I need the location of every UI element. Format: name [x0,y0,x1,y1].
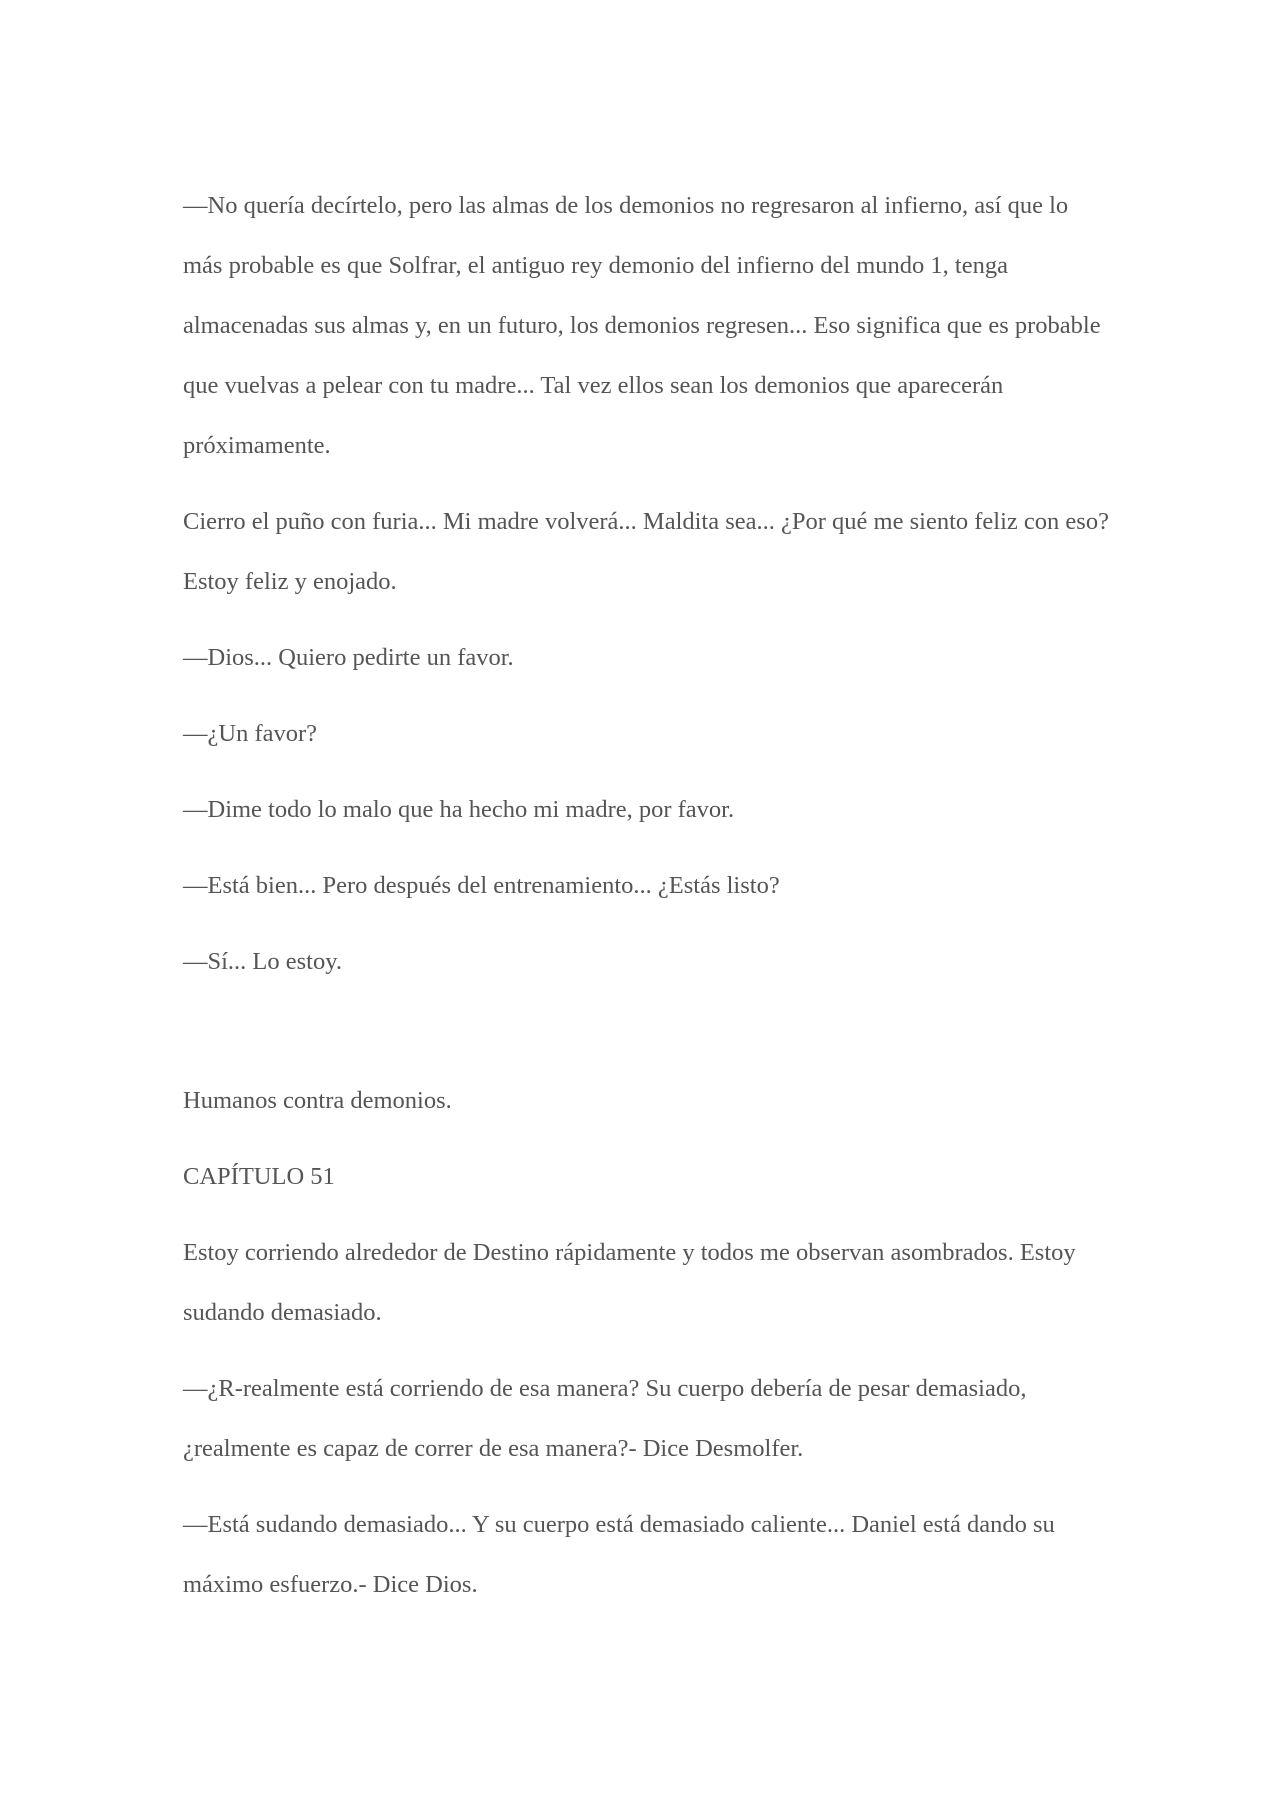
section-break [183,1008,1113,1071]
document-body [183,176,1113,1631]
paragraph: Cierro el puño con furia... Mi madre volverá... Maldita sea... ¿Por qué me siento feliz con eso? Estoy feliz y enojado. [183,508,1109,595]
dialogue-line: —¿R-realmente está corriendo de esa manera? Su cuerpo debería de pesar demasiado, ¿realmente es capaz de correr de esa manera?- Dice Desmolfer. [183,1375,1027,1462]
chapter-heading: CAPÍTULO 51 [183,1163,335,1190]
section-title: Humanos contra demonios. [183,1087,452,1114]
dialogue-line: —Sí... Lo estoy. [183,948,343,975]
dialogue-line: —Dime todo lo malo que ha hecho mi madre, por favor. [183,796,735,823]
dialogue-line: —Está bien... Pero después del entrenamiento... ¿Estás listo? [183,872,780,899]
paragraph: —No quería decírtelo, pero las almas de los demonios no regresaron al infierno, así que lo más probable es que Solfrar, el antiguo rey demonio del infierno del mundo 1, tenga almacenadas sus almas y, en un futuro, los demonios regresen... Eso significa que es probable que vuelvas a pelear con tu madre... Tal vez ellos sean los demonios que aparecerán próximamente. [183,192,1101,459]
dialogue-line: —¿Un favor? [183,720,318,747]
paragraph: Estoy corriendo alrededor de Destino rápidamente y todos me observan asombrados. Estoy sudando demasiado. [183,1239,1076,1326]
dialogue-line: —Dios... Quiero pedirte un favor. [183,644,514,671]
dialogue-line: —Está sudando demasiado... Y su cuerpo está demasiado caliente... Daniel está dando su máximo esfuerzo.- Dice Dios. [183,1511,1055,1598]
